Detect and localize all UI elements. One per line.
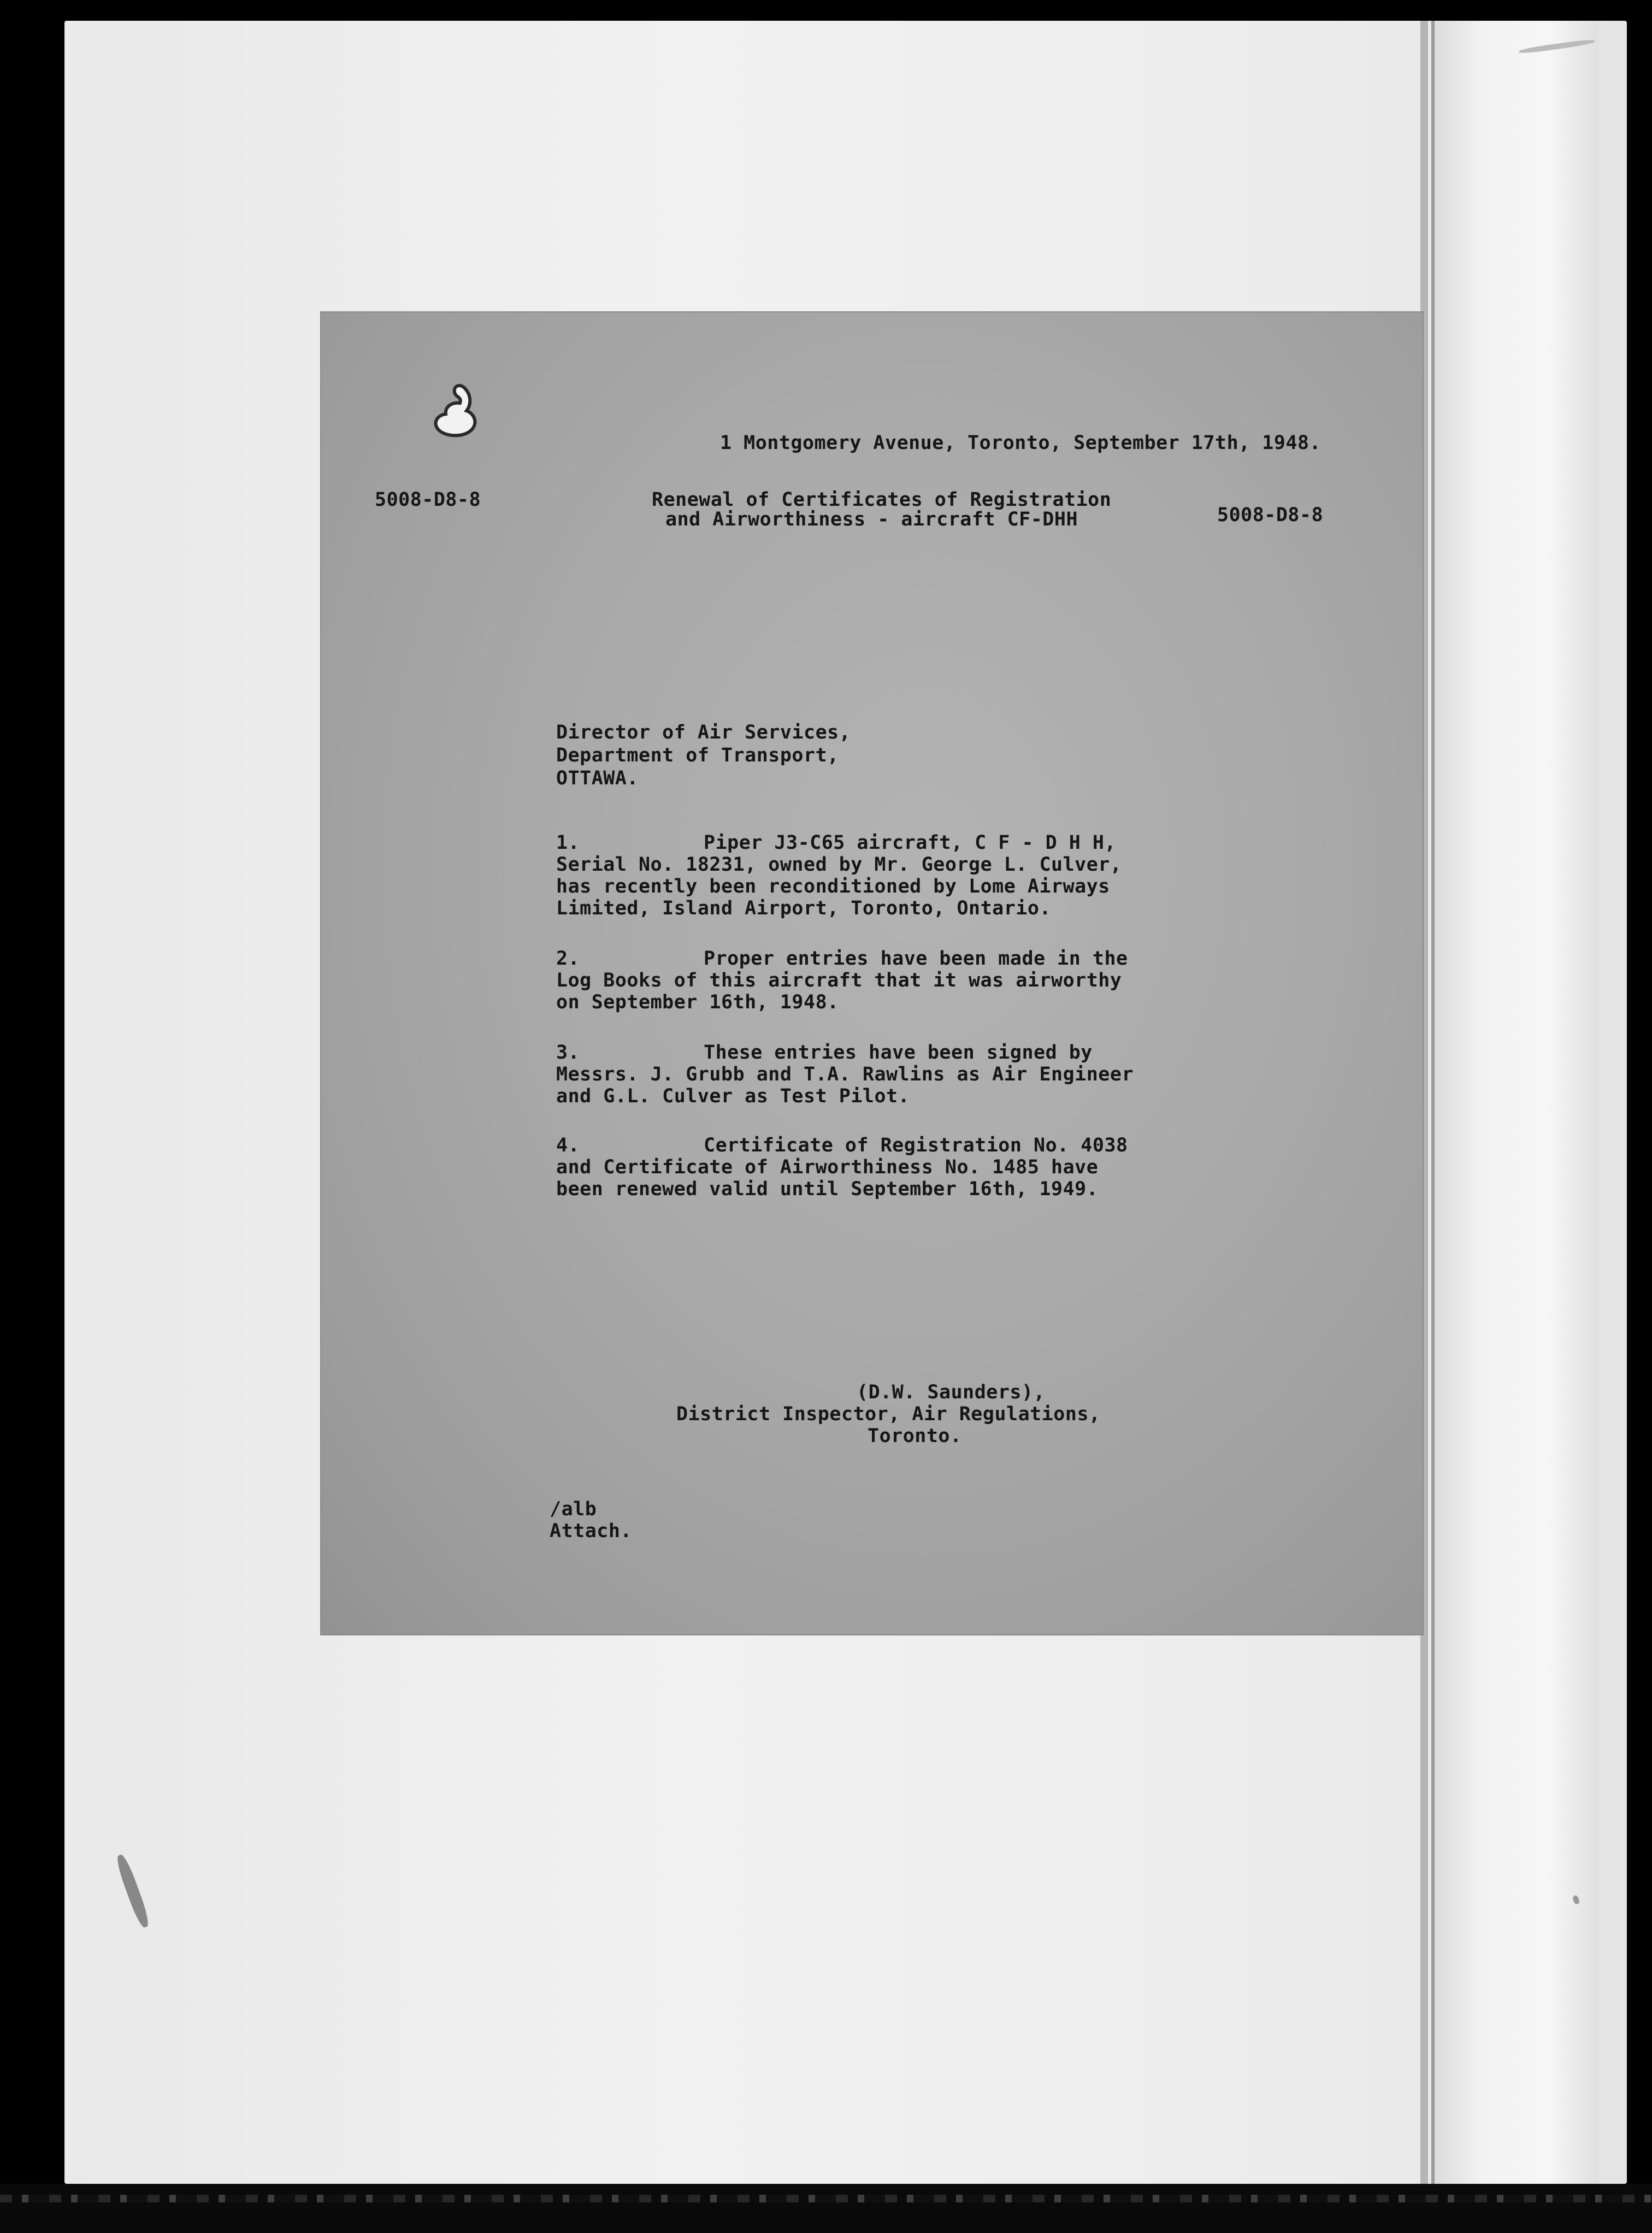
recipient-line-1: Director of Air Services, [556,722,851,743]
paragraph-1-line-2: Serial No. 18231, owned by Mr. George L. Culver, [556,854,1122,876]
typist-initials: /alb [550,1498,597,1520]
letter-sheet [321,312,1423,1634]
paragraph-3-line-3: and G.L. Culver as Test Pilot. [556,1085,910,1107]
signature-place: Toronto. [868,1425,962,1447]
file-reference-right: 5008-D8-8 [1217,504,1324,526]
film-edge-noise [0,2195,1652,2202]
punch-hole-mark [426,382,486,448]
film-bottom-edge [0,2184,1652,2233]
paragraph-4-number: 4. [556,1135,580,1156]
file-reference-left: 5008-D8-8 [375,489,481,511]
enclosure-note: Attach. [550,1520,633,1542]
paragraph-1-line-1: Piper J3-C65 aircraft, C F - D H H, [704,832,1117,854]
mount-strip [1431,21,1598,2184]
recipient-line-3: OTTAWA. [556,767,639,789]
paragraph-2-line-3: on September 16th, 1948. [556,991,839,1013]
signature-name: (D.W. Saunders), [857,1381,1046,1403]
paragraph-3-line-1: These entries have been signed by [704,1042,1093,1064]
recipient-line-2: Department of Transport, [556,745,839,766]
paragraph-4-line-3: been renewed valid until September 16th, 1949. [556,1178,1099,1200]
paragraph-4-line-1: Certificate of Registration No. 4038 [704,1135,1128,1156]
signature-title: District Inspector, Air Regulations, [676,1403,1101,1425]
paragraph-1-line-3: has recently been reconditioned by Lome Airways [556,876,1110,897]
paragraph-1-line-4: Limited, Island Airport, Toronto, Ontario. [556,897,1052,919]
paragraph-3-number: 3. [556,1042,580,1064]
subject-line-1: Renewal of Certificates of Registration [652,489,1112,511]
paragraph-4-line-2: and Certificate of Airworthiness No. 1485 have [556,1156,1099,1178]
paragraph-3-line-2: Messrs. J. Grubb and T.A. Rawlins as Air Engineer [556,1064,1134,1085]
subject-line-2: and Airworthiness - aircraft CF-DHH [665,509,1078,530]
paragraph-2-line-1: Proper entries have been made in the [704,948,1128,970]
paragraph-2-line-2: Log Books of this aircraft that it was airworthy [556,970,1122,991]
paragraph-2-number: 2. [556,948,580,970]
paragraph-1-number: 1. [556,832,580,854]
address-date-line: 1 Montgomery Avenue, Toronto, September 17th, 1948. [720,432,1321,454]
